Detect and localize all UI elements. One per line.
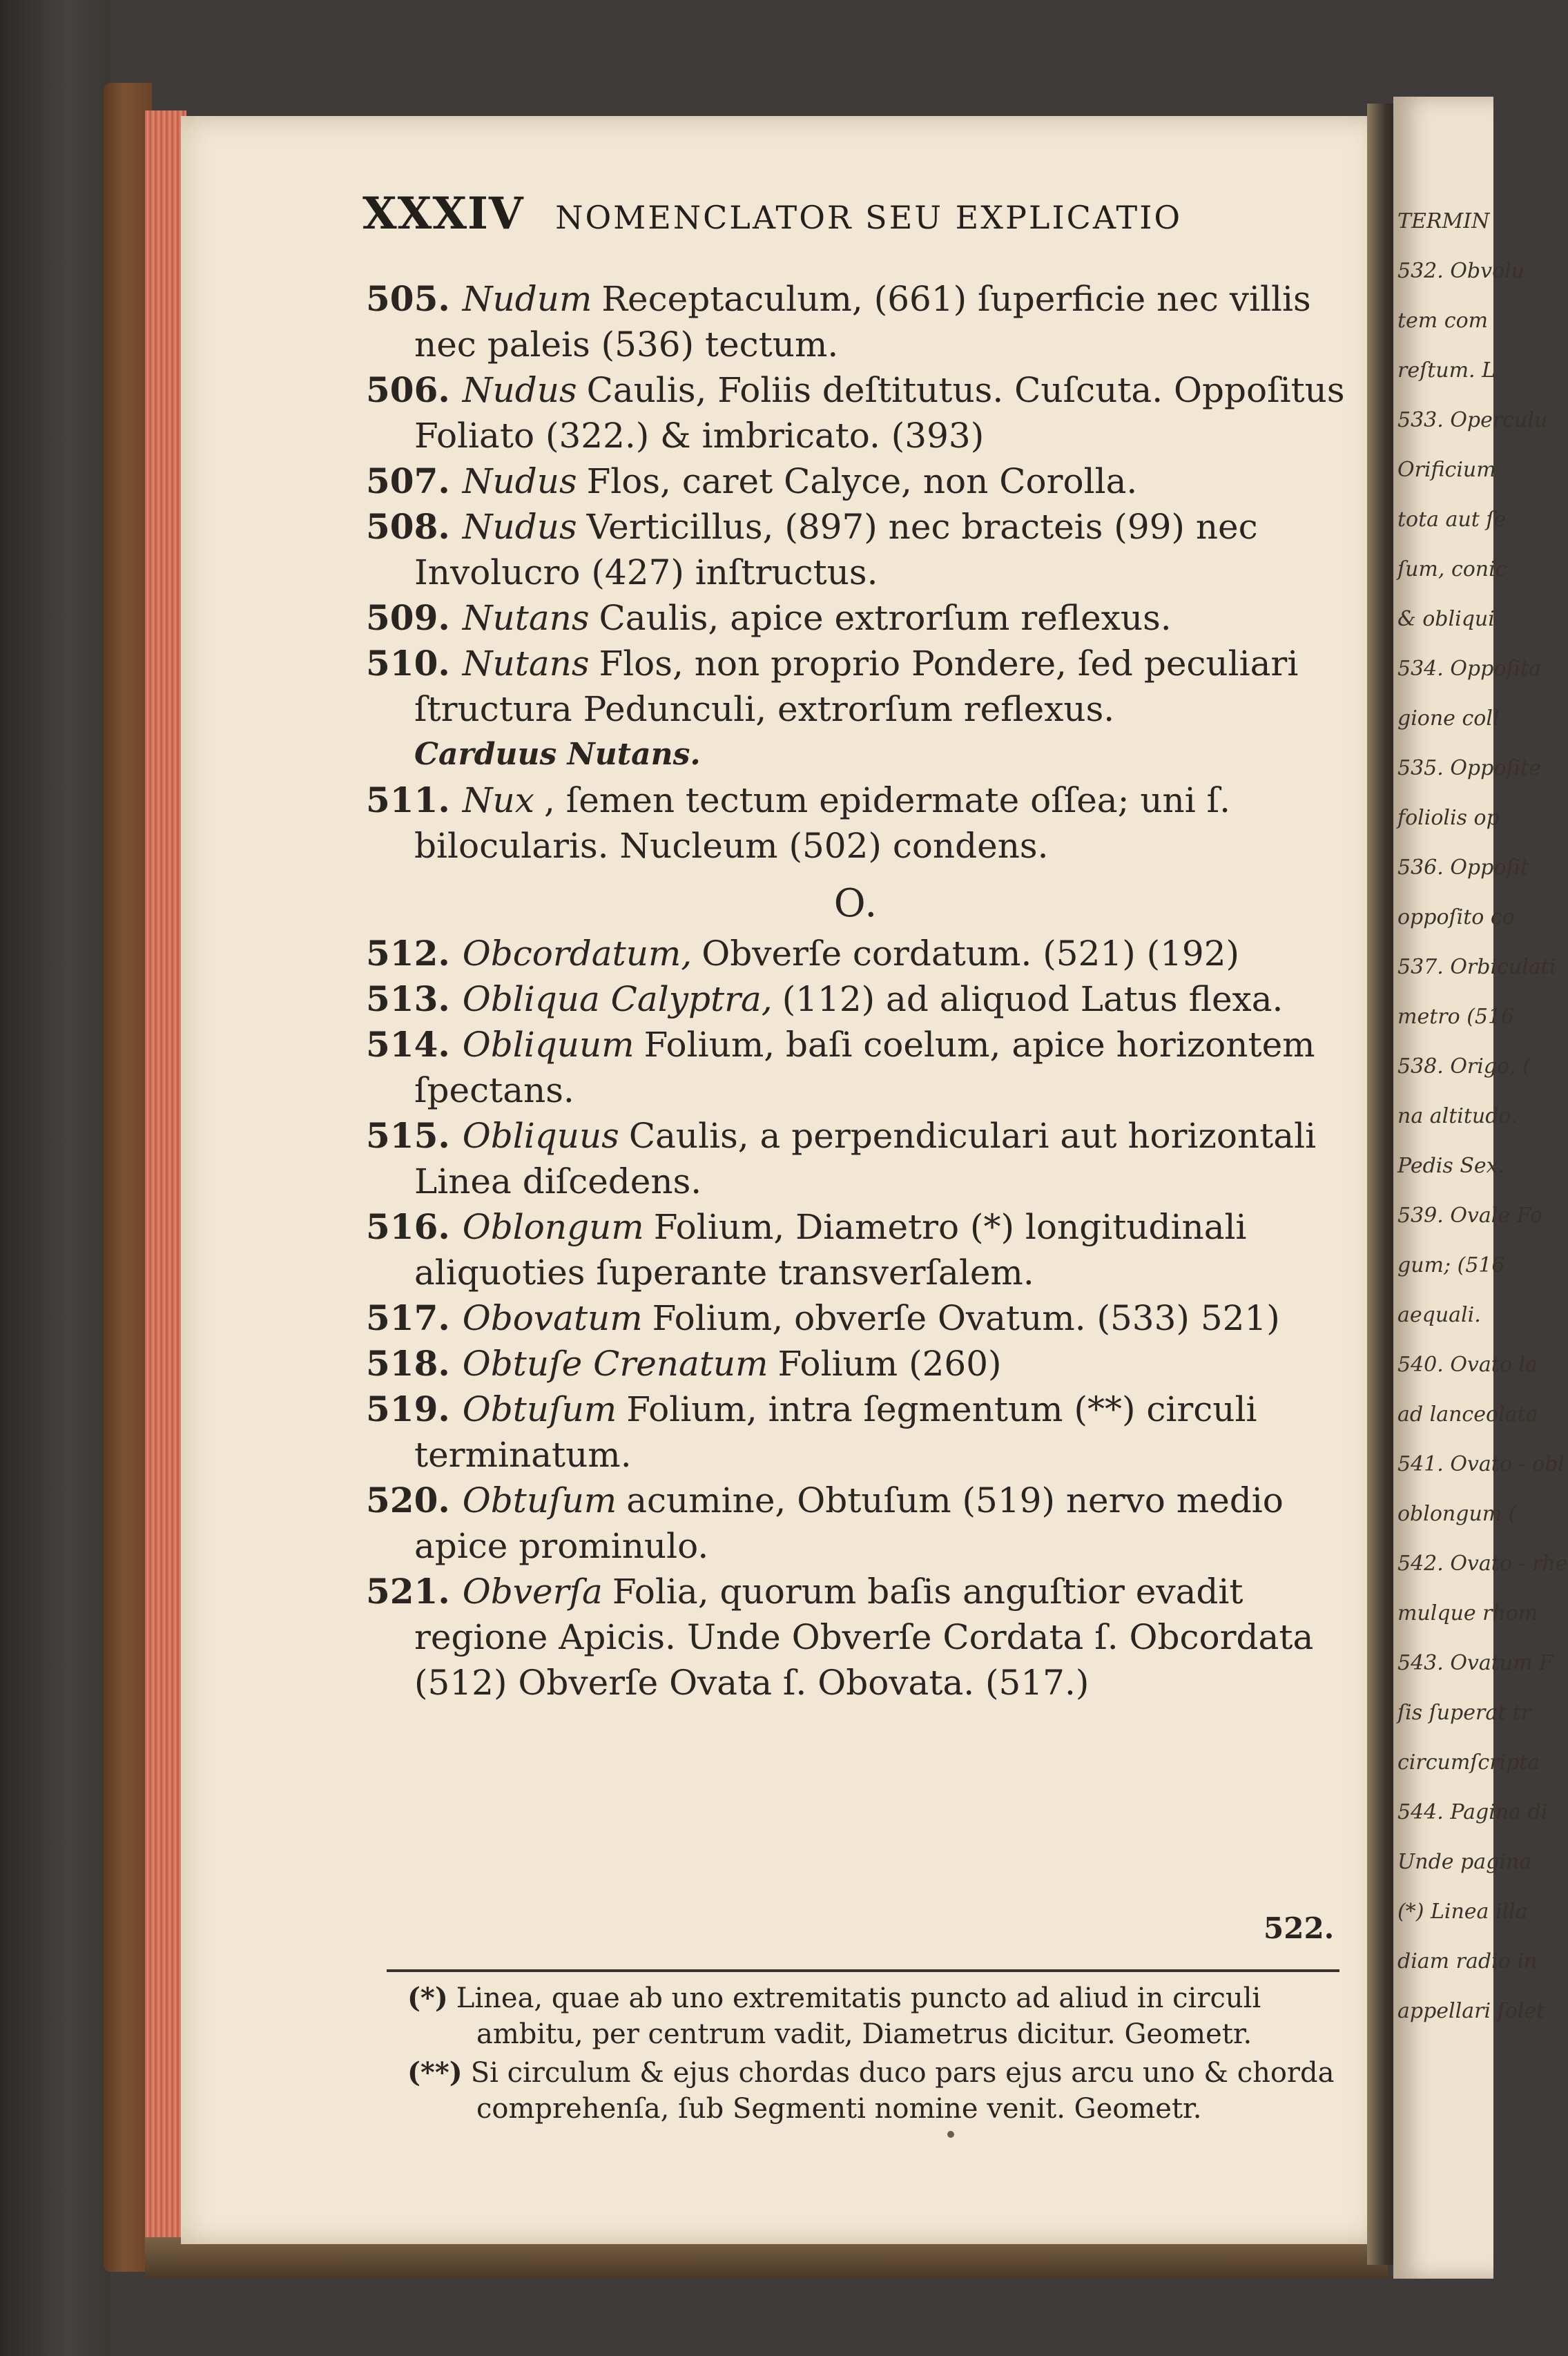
facing-page-line: Orificium: [1397, 458, 1496, 482]
glossary-entry: [366, 504, 1346, 595]
facing-page-line: 533. Operculu: [1397, 408, 1548, 432]
glossary-entry: [366, 976, 1346, 1022]
facing-page-line: 535. Oppoſite: [1397, 756, 1541, 780]
facing-page-line: ad lanceolata: [1397, 1402, 1538, 1427]
footnote-rule: [387, 1969, 1339, 1972]
glossary-entry: [366, 931, 1346, 976]
entry-number: 520.: [366, 1480, 450, 1520]
entry-definition: Flos, non proprio Pondere, ſed peculiari ſtructura Pedunculi, extrorſum reflexus.: [414, 644, 1299, 729]
entry-term: Obliqua Calyptra,: [462, 979, 773, 1019]
facing-page-line: 534. Oppoſita: [1397, 657, 1542, 681]
facing-page-line: 543. Ovatum F: [1397, 1651, 1554, 1675]
page-edges-red: [145, 110, 186, 2251]
facing-page-line: tem com: [1397, 309, 1489, 333]
entry-number: 506.: [366, 369, 450, 410]
facing-page-line: oblongum (: [1397, 1502, 1517, 1526]
glossary-entry: [366, 1204, 1346, 1295]
facing-page-line: na altitudo.: [1397, 1104, 1518, 1128]
entry-term: Obtuſe Crenatum: [462, 1344, 768, 1384]
facing-page-line: (*) Linea illa: [1397, 1900, 1528, 1924]
facing-page-line: circumſcripta: [1397, 1750, 1540, 1775]
footnote-text: Si circulum & ejus chordas duco pars ejus arcu uno & chorda comprehenſa, ſub Segmenti nomine venit. Geometr.: [470, 2057, 1335, 2125]
facing-page-line: mulque rhom: [1397, 1601, 1538, 1625]
facing-page-line: TERMIN: [1397, 209, 1490, 233]
entry-definition: Caulis, a perpendiculari aut horizontali Linea diſcedens.: [414, 1116, 1317, 1201]
entry-definition: (112) ad aliquod Latus flexa.: [782, 979, 1284, 1019]
entry-term: Obtuſum: [462, 1480, 617, 1520]
facing-page-line: Pedis Sex.: [1397, 1154, 1505, 1178]
footnotes: [407, 1980, 1346, 2130]
entry-number: 521.: [366, 1571, 450, 1612]
glossary-entry: [366, 595, 1346, 641]
entry-term: Nutans: [462, 644, 590, 684]
glossary-entry: [366, 276, 1346, 367]
facing-page-line: foliolis op: [1397, 806, 1500, 830]
facing-page-line: Unde pagina: [1397, 1850, 1532, 1874]
facing-page-line: 540. Ovato la: [1397, 1353, 1538, 1377]
facing-page-line: 536. Oppoſit: [1397, 856, 1529, 880]
facing-page-line: 539. Ovale Fo: [1397, 1204, 1542, 1228]
facing-page-line: ſis ſuperat tr: [1397, 1701, 1531, 1725]
entry-definition: Caulis, Foliis deſtitutus. Cuſcuta. Oppoſitus Foliato (322.) & imbricato. (393): [414, 370, 1345, 456]
entry-term: Obverſa: [462, 1572, 603, 1612]
entry-definition: Folium (260): [777, 1344, 1002, 1384]
entry-number: 509.: [366, 597, 450, 638]
glossary-entry: [366, 1478, 1346, 1569]
entry-term: Nudus: [462, 370, 577, 410]
entry-term: Nutans: [462, 598, 590, 638]
footnote-mark: (**): [407, 2056, 463, 2089]
glossary-entry: [366, 1113, 1346, 1204]
glossary-entry: [366, 778, 1346, 869]
entry-number: 515.: [366, 1115, 450, 1156]
glossary-entry: [366, 1022, 1346, 1113]
glossary-entry: [366, 1387, 1346, 1478]
facing-page-line: 542. Ovato - rhe: [1397, 1552, 1568, 1576]
entry-definition: Receptaculum, (661) ſuperficie nec villis nec paleis (536) tectum.: [414, 279, 1311, 365]
entry-term: Obliquus: [462, 1116, 619, 1156]
entry-number: 517.: [366, 1297, 450, 1338]
entry-number: 512.: [366, 933, 450, 974]
facing-page-line: tota aut ſe: [1397, 508, 1507, 532]
facing-page-line: reſtum. L: [1397, 358, 1496, 383]
entry-number: 505.: [366, 278, 450, 319]
entry-number: 519.: [366, 1389, 450, 1429]
facing-page-line: gum; (516: [1397, 1253, 1505, 1277]
glossary-entry: [366, 458, 1346, 504]
entry-definition: Folium, Diametro (*) longitudinali aliquoties ſuperante transverſalem.: [414, 1207, 1247, 1293]
entry-definition: Folia, quorum baſis anguſtior evadit regione Apicis. Unde Obverſe Cordata ſ. Obcordata (512) Obverſe Ovata ſ. Obovata. (517.): [414, 1572, 1314, 1703]
facing-page-line: 544. Pagina di: [1397, 1800, 1548, 1824]
entry-definition: Caulis, apice extrorſum reflexus.: [599, 598, 1172, 638]
background-left: [0, 0, 110, 2356]
entry-number: 518.: [366, 1343, 450, 1384]
entry-number: 514.: [366, 1024, 450, 1065]
entry-term: Nudum: [462, 279, 592, 319]
entry-number: 516.: [366, 1206, 450, 1247]
facing-page-line: 538. Origo, (: [1397, 1054, 1531, 1079]
running-head: [362, 188, 1315, 240]
entry-number: 508.: [366, 506, 450, 547]
entry-definition: , ſemen tectum epidermate oſſea; uni ſ. bilocularis. Nucleum (502) condens.: [414, 780, 1231, 866]
facing-page-line: metro (516: [1397, 1005, 1515, 1029]
entry-term: Nudus: [462, 461, 577, 501]
entry-term: Nux: [462, 780, 534, 820]
facing-page-line: appellari ſolet: [1397, 1999, 1545, 2023]
facing-page-text: [1397, 197, 1568, 2036]
facing-page-line: diam radio in: [1397, 1949, 1538, 1973]
entry-definition: Folium, intra ſegmentum (**) circuli terminatum.: [414, 1389, 1257, 1475]
footnote: [407, 2055, 1346, 2127]
ink-dot: [947, 2131, 954, 2138]
facing-page-line: 537. Orbiculati: [1397, 955, 1556, 979]
catchword: 522.: [1264, 1911, 1335, 1945]
facing-page-line: aequali.: [1397, 1303, 1481, 1327]
entry-number: 510.: [366, 643, 450, 684]
glossary-entries: [366, 276, 1346, 1706]
entry-term: Obcordatum,: [462, 934, 693, 974]
facing-page-line: gione coll: [1397, 706, 1500, 731]
entry-term: Obliquum: [462, 1025, 635, 1065]
entry-term: Obovatum: [462, 1298, 643, 1338]
page-title: NOMENCLATOR SEU EXPLICATIO: [555, 199, 1183, 236]
facing-page-line: 541. Ovato - obl: [1397, 1452, 1565, 1476]
facing-page-line: ſum, conic: [1397, 557, 1507, 581]
entry-definition: Folium, baſi coelum, apice horizontem ſpectans.: [414, 1025, 1315, 1110]
glossary-entry: [366, 1569, 1346, 1706]
entry-definition: Flos, caret Calyce, non Corolla.: [586, 461, 1138, 501]
entry-number: 513.: [366, 978, 450, 1019]
facing-page-line: 532. Obvolu: [1397, 259, 1525, 283]
footnote: [407, 1980, 1346, 2052]
facing-page-line: oppoſito co: [1397, 905, 1515, 929]
section-letter: O.: [833, 881, 879, 926]
glossary-entry: [366, 641, 1346, 778]
entry-definition: Folium, obverſe Ovatum. (533) 521): [652, 1298, 1280, 1338]
entry-term: Obtuſum: [462, 1389, 617, 1429]
facing-page-line: & obliqui: [1397, 607, 1495, 631]
glossary-entry: [366, 1295, 1346, 1341]
glossary-entry: [366, 1341, 1346, 1387]
footnote-mark: (*): [407, 1982, 448, 2014]
entry-term: Nudus: [462, 507, 577, 547]
entry-definition: acumine, Obtuſum (519) nervo medio apice prominulo.: [414, 1480, 1284, 1566]
entry-term: Oblongum: [462, 1207, 644, 1247]
entry-example: Carduus Nutans.: [414, 737, 701, 772]
page-number: XXXIV: [362, 188, 524, 240]
entry-number: 511.: [366, 780, 450, 820]
entry-number: 507.: [366, 461, 450, 501]
glossary-entry: [366, 367, 1346, 458]
entry-definition: Obverſe cordatum. (521) (192): [701, 934, 1240, 974]
footnote-text: Linea, quae ab uno extremitatis puncto ad aliud in circuli ambitu, per centrum vadit, Diametrus dicitur. Geometr.: [456, 1982, 1261, 2050]
entry-definition: Verticillus, (897) nec bracteis (99) nec Involucro (427) inſtructus.: [414, 507, 1258, 592]
